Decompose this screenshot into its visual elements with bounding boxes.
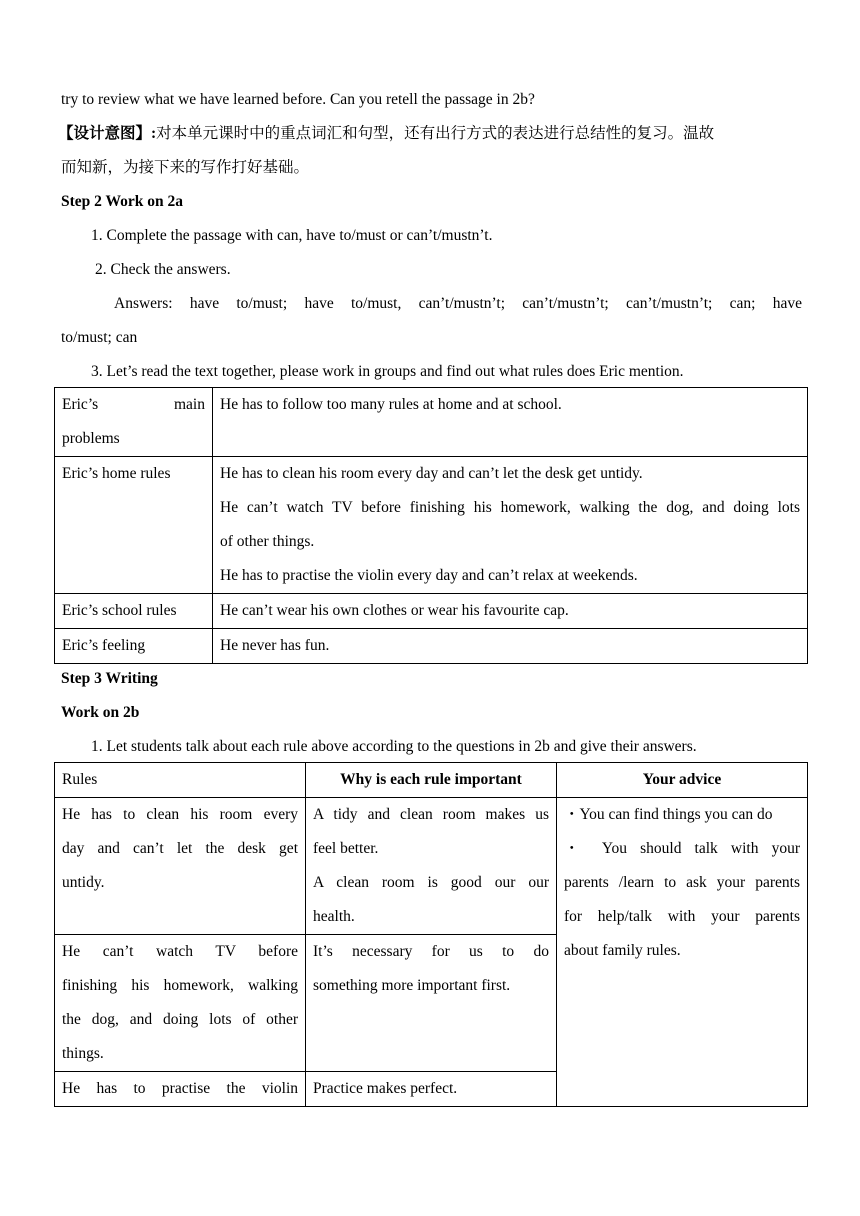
eric-rules-table [54,387,808,664]
answers-line2: to/must; can [61,329,138,346]
header-rules: Rules [55,763,306,798]
rule-cell: He has to clean his room every day and can’t let the desk get untidy. [55,798,306,935]
row-content: He has to follow too many rules at home and at school. [213,388,808,457]
table-row [55,798,808,935]
step2-item2: 2. Check the answers. [95,261,231,278]
design-intent-line1 [58,124,808,144]
step3-subtitle: Work on 2b [61,704,140,721]
rules-advice-table [54,762,808,1107]
answers-line1: Answers: have to/must; have to/must, can’t/mustn’t; can’t/mustn’t; can’t/mustn’t; can; have [114,295,802,312]
step3-title: Step 3 Writing [61,670,158,687]
rule-cell: He can’t watch TV before finishing his homework, walking the dog, and doing lots of other things. [55,935,306,1072]
design-intent-text: 对本单元课时中的重点词汇和句型，还有出行方式的表达进行总结性的复习。温故 [156,125,715,142]
header-advice: Your advice [557,763,808,798]
advice-cell: ・You can find things you can do ・ You should talk with your parents /learn to ask your parents for help/talk with your parents about family rules. [557,798,808,1107]
why-cell: Practice makes perfect. [306,1072,557,1107]
why-cell: A tidy and clean room makes us feel better. A clean room is good our our health. [306,798,557,935]
step2-item3: 3. Let’s read the text together, please work in groups and find out what rules does Eric mention. [91,363,684,380]
table-row [55,457,808,594]
table-row [55,594,808,629]
row-content: He can’t wear his own clothes or wear his favourite cap. [213,594,808,629]
row-label: Eric’s home rules [55,457,213,594]
step2-title: Step 2 Work on 2a [61,193,184,210]
header-why: Why is each rule important [306,763,557,798]
row-label: Eric’s feeling [55,629,213,664]
design-intent-label: 【设计意图】: [58,125,157,142]
row-label: Eric’s school rules [55,594,213,629]
row-label: Eric’s main problems [55,388,213,457]
rule-cell: He has to practise the violin [55,1072,306,1107]
intro-line: try to review what we have learned before. Can you retell the passage in 2b? [61,91,535,108]
row-content: He has to clean his room every day and can’t let the desk get untidy. He can’t watch TV before finishing his homework, walking the dog, and doing lots of other things. He has to practise the violin every day and can’t relax at weekends. [213,457,808,594]
step2-item1: 1. Complete the passage with can, have to/must or can’t/mustn’t. [91,227,493,244]
row-content: He never has fun. [213,629,808,664]
table-header-row [55,763,808,798]
table-row [55,388,808,457]
why-cell: It’s necessary for us to do something more important first. [306,935,557,1072]
table-row [55,629,808,664]
design-intent-line2: 而知新，为接下来的写作打好基础。 [61,159,310,176]
step3-item1: 1. Let students talk about each rule above according to the questions in 2b and give their answers. [91,738,697,755]
